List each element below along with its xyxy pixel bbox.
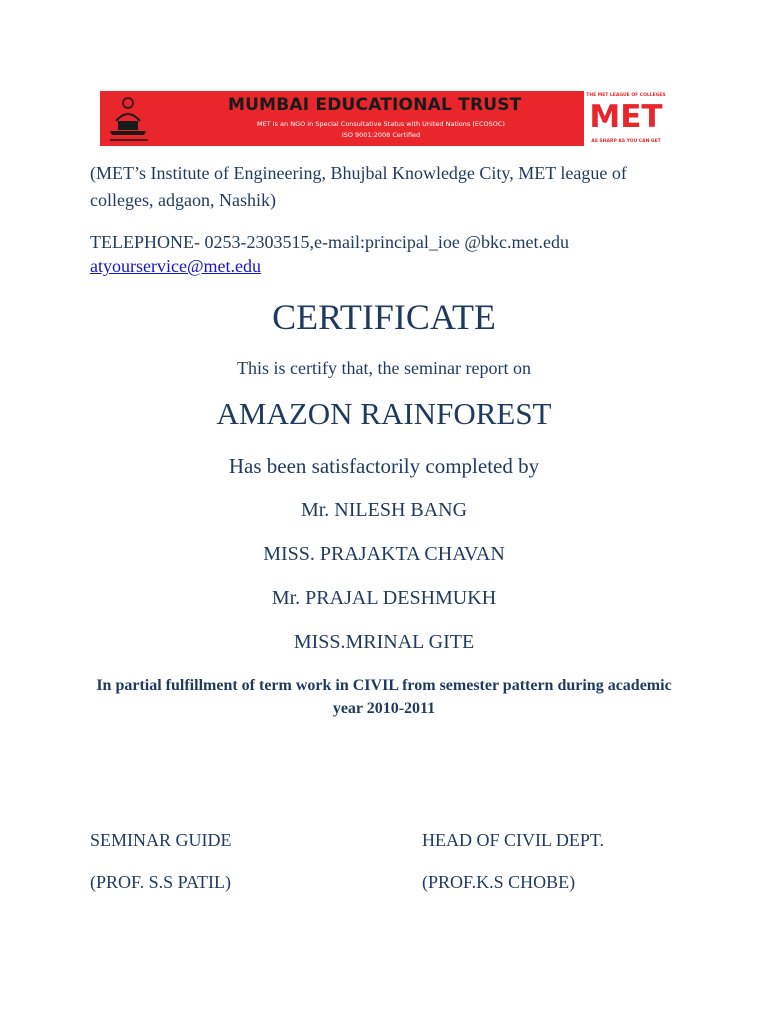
met-logo-slogan: AS SHARP AS YOU CAN GET [591,139,661,144]
student-name: MISS.MRINAL GITE [293,631,475,653]
seminar-report-title: AMAZON RAINFOREST [216,396,552,431]
certificate-title: CERTIFICATE [272,297,496,337]
seminar-guide-label: SEMINAR GUIDE [90,830,232,850]
fulfillment-statement: In partial fulfillment of term work in CIVIL from semester pattern during academic year 2010-2011 [96,677,672,717]
institute-address: (MET’s Institute of Engineering, Bhujbal Knowledge City, MET league of colleges, adgaon, Nashik) [90,163,627,210]
met-logo-tagline: THE MET LEAGUE OF COLLEGES [586,93,666,98]
iso-certification-line: ISO 9001:2008 Certified [341,131,421,139]
certify-statement: This is certify that, the seminar report on [237,358,531,378]
trust-name: MUMBAI EDUCATIONAL TRUST [228,95,522,115]
trust-banner [100,91,668,146]
student-name: Mr. PRAJAL DESHMUKH [271,587,497,609]
student-name: MISS. PRAJAKTA CHAVAN [263,543,505,565]
met-logo [584,91,668,146]
contact-email-link[interactable]: atyourservice@met.edu [90,256,262,276]
head-of-dept-label: HEAD OF CIVIL DEPT. [422,830,604,850]
head-of-dept-name: (PROF.K.S CHOBE) [422,872,576,892]
contact-telephone: TELEPHONE- 0253-2303515,e-mail:principal_ioe @bkc.met.edu [90,232,569,252]
completion-statement: Has been satisfactorily completed by [228,454,540,478]
ngo-status-line: MET is an NGO in Special Consultative Status with United Nations (ECOSOC) [257,120,505,128]
seminar-guide-name: (PROF. S.S PATIL) [90,872,231,892]
trust-emblem-icon [100,91,158,146]
met-logo-word: MET [589,99,663,135]
student-name: Mr. NILESH BANG [300,499,468,521]
